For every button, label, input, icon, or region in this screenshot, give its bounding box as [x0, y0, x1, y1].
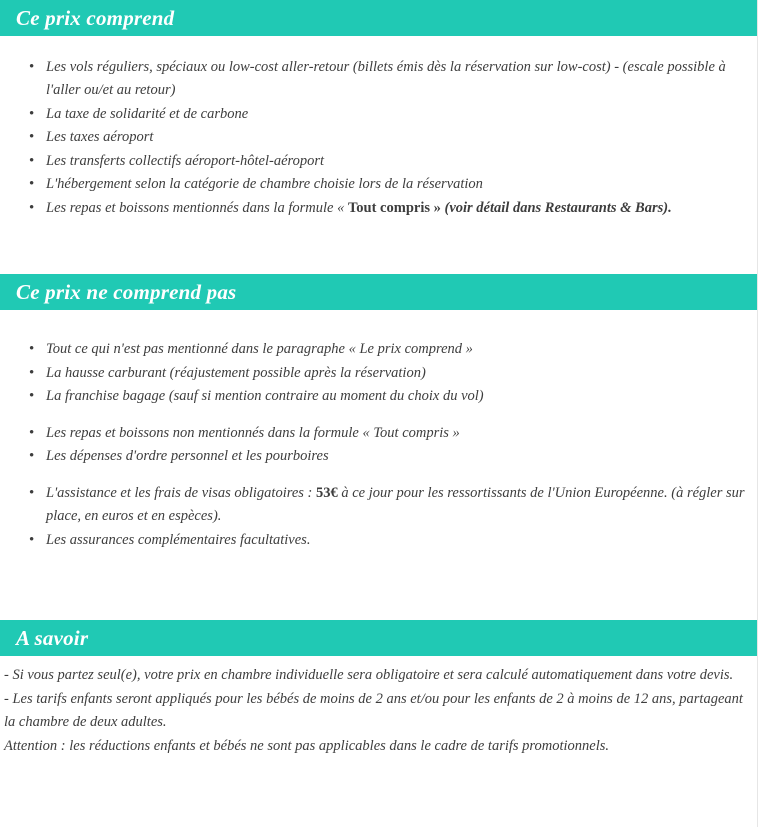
- included-list: [0, 56, 757, 220]
- list-item-text: Les vols réguliers, spéciaux ou low-cost aller-retour (billets émis dès la réservation sur low-cost) - (escale possible à l'aller ou/et au retour): [46, 59, 726, 99]
- list-item: [46, 150, 747, 173]
- list-item-text: Les repas et boissons mentionnés dans la formule «: [46, 199, 348, 216]
- list-item: [46, 126, 747, 149]
- list-item: [46, 362, 747, 385]
- visa-fee-amount: 53€: [316, 484, 338, 501]
- good-to-know-notes: [0, 656, 757, 758]
- list-item-text-cont: à ce jour pour les ressortissants de l'Union Européenne. (à régler sur place, en euros et en espèces).: [46, 484, 745, 525]
- list-item-text: La franchise bagage (sauf si mention contraire au moment du choix du vol): [46, 388, 484, 405]
- not-included-list: [0, 338, 757, 552]
- section-header-not-included: Ce prix ne comprend pas: [0, 274, 757, 310]
- list-item-text: Les repas et boissons non mentionnés dans la formule « Tout compris »: [46, 424, 460, 441]
- list-item: [46, 197, 747, 220]
- list-item: [46, 338, 747, 361]
- note-line: - Si vous partez seul(e), votre prix en chambre individuelle sera obligatoire et sera calculé automatiquement dans votre devis.: [4, 667, 734, 684]
- list-item-text: Les dépenses d'ordre personnel et les pourboires: [46, 448, 329, 465]
- spacer: [0, 612, 757, 620]
- spacer: [0, 36, 757, 56]
- section-header-good-to-know: A savoir: [0, 620, 757, 656]
- list-item-text: La hausse carburant (réajustement possible après la réservation): [46, 364, 426, 381]
- list-item-text: L'hébergement selon la catégorie de chambre choisie lors de la réservation: [46, 176, 483, 193]
- note-line: - Les tarifs enfants seront appliqués pour les bébés de moins de 2 ans et/ou pour les enfants de 2 à moins de 12 ans, partageant la chambre de deux adultes.: [4, 691, 743, 731]
- list-item-text: Les assurances complémentaires facultatives.: [46, 531, 311, 548]
- list-item-text: Les transferts collectifs aéroport-hôtel-aéroport: [46, 152, 325, 169]
- list-item: [46, 529, 747, 552]
- list-item: [46, 103, 747, 126]
- list-item: [46, 445, 747, 468]
- section-header-included: Ce prix comprend: [0, 0, 757, 36]
- list-item-text: Les taxes aéroport: [46, 129, 154, 146]
- spacer: [0, 552, 757, 592]
- list-item-text-bold: Tout compris »: [347, 199, 441, 216]
- list-item: [46, 385, 747, 408]
- list-item-text: L'assistance et les frais de visas obligatoires :: [46, 484, 316, 501]
- list-item-text-bold-italic: (voir détail dans Restaurants & Bars).: [444, 199, 672, 216]
- list-item: [46, 173, 747, 196]
- spacer: [0, 592, 757, 612]
- list-item-text: Tout ce qui n'est pas mentionné dans le paragraphe « Le prix comprend »: [46, 341, 473, 358]
- list-item: [46, 422, 747, 445]
- spacer: [0, 220, 757, 260]
- list-item: [46, 56, 747, 103]
- spacer: [0, 310, 757, 338]
- note-line: Attention : les réductions enfants et bébés ne sont pas applicables dans le cadre de tarifs promotionnels.: [4, 737, 610, 754]
- list-item-text: La taxe de solidarité et de carbone: [46, 105, 249, 122]
- spacer: [0, 260, 757, 274]
- list-item: [46, 482, 747, 529]
